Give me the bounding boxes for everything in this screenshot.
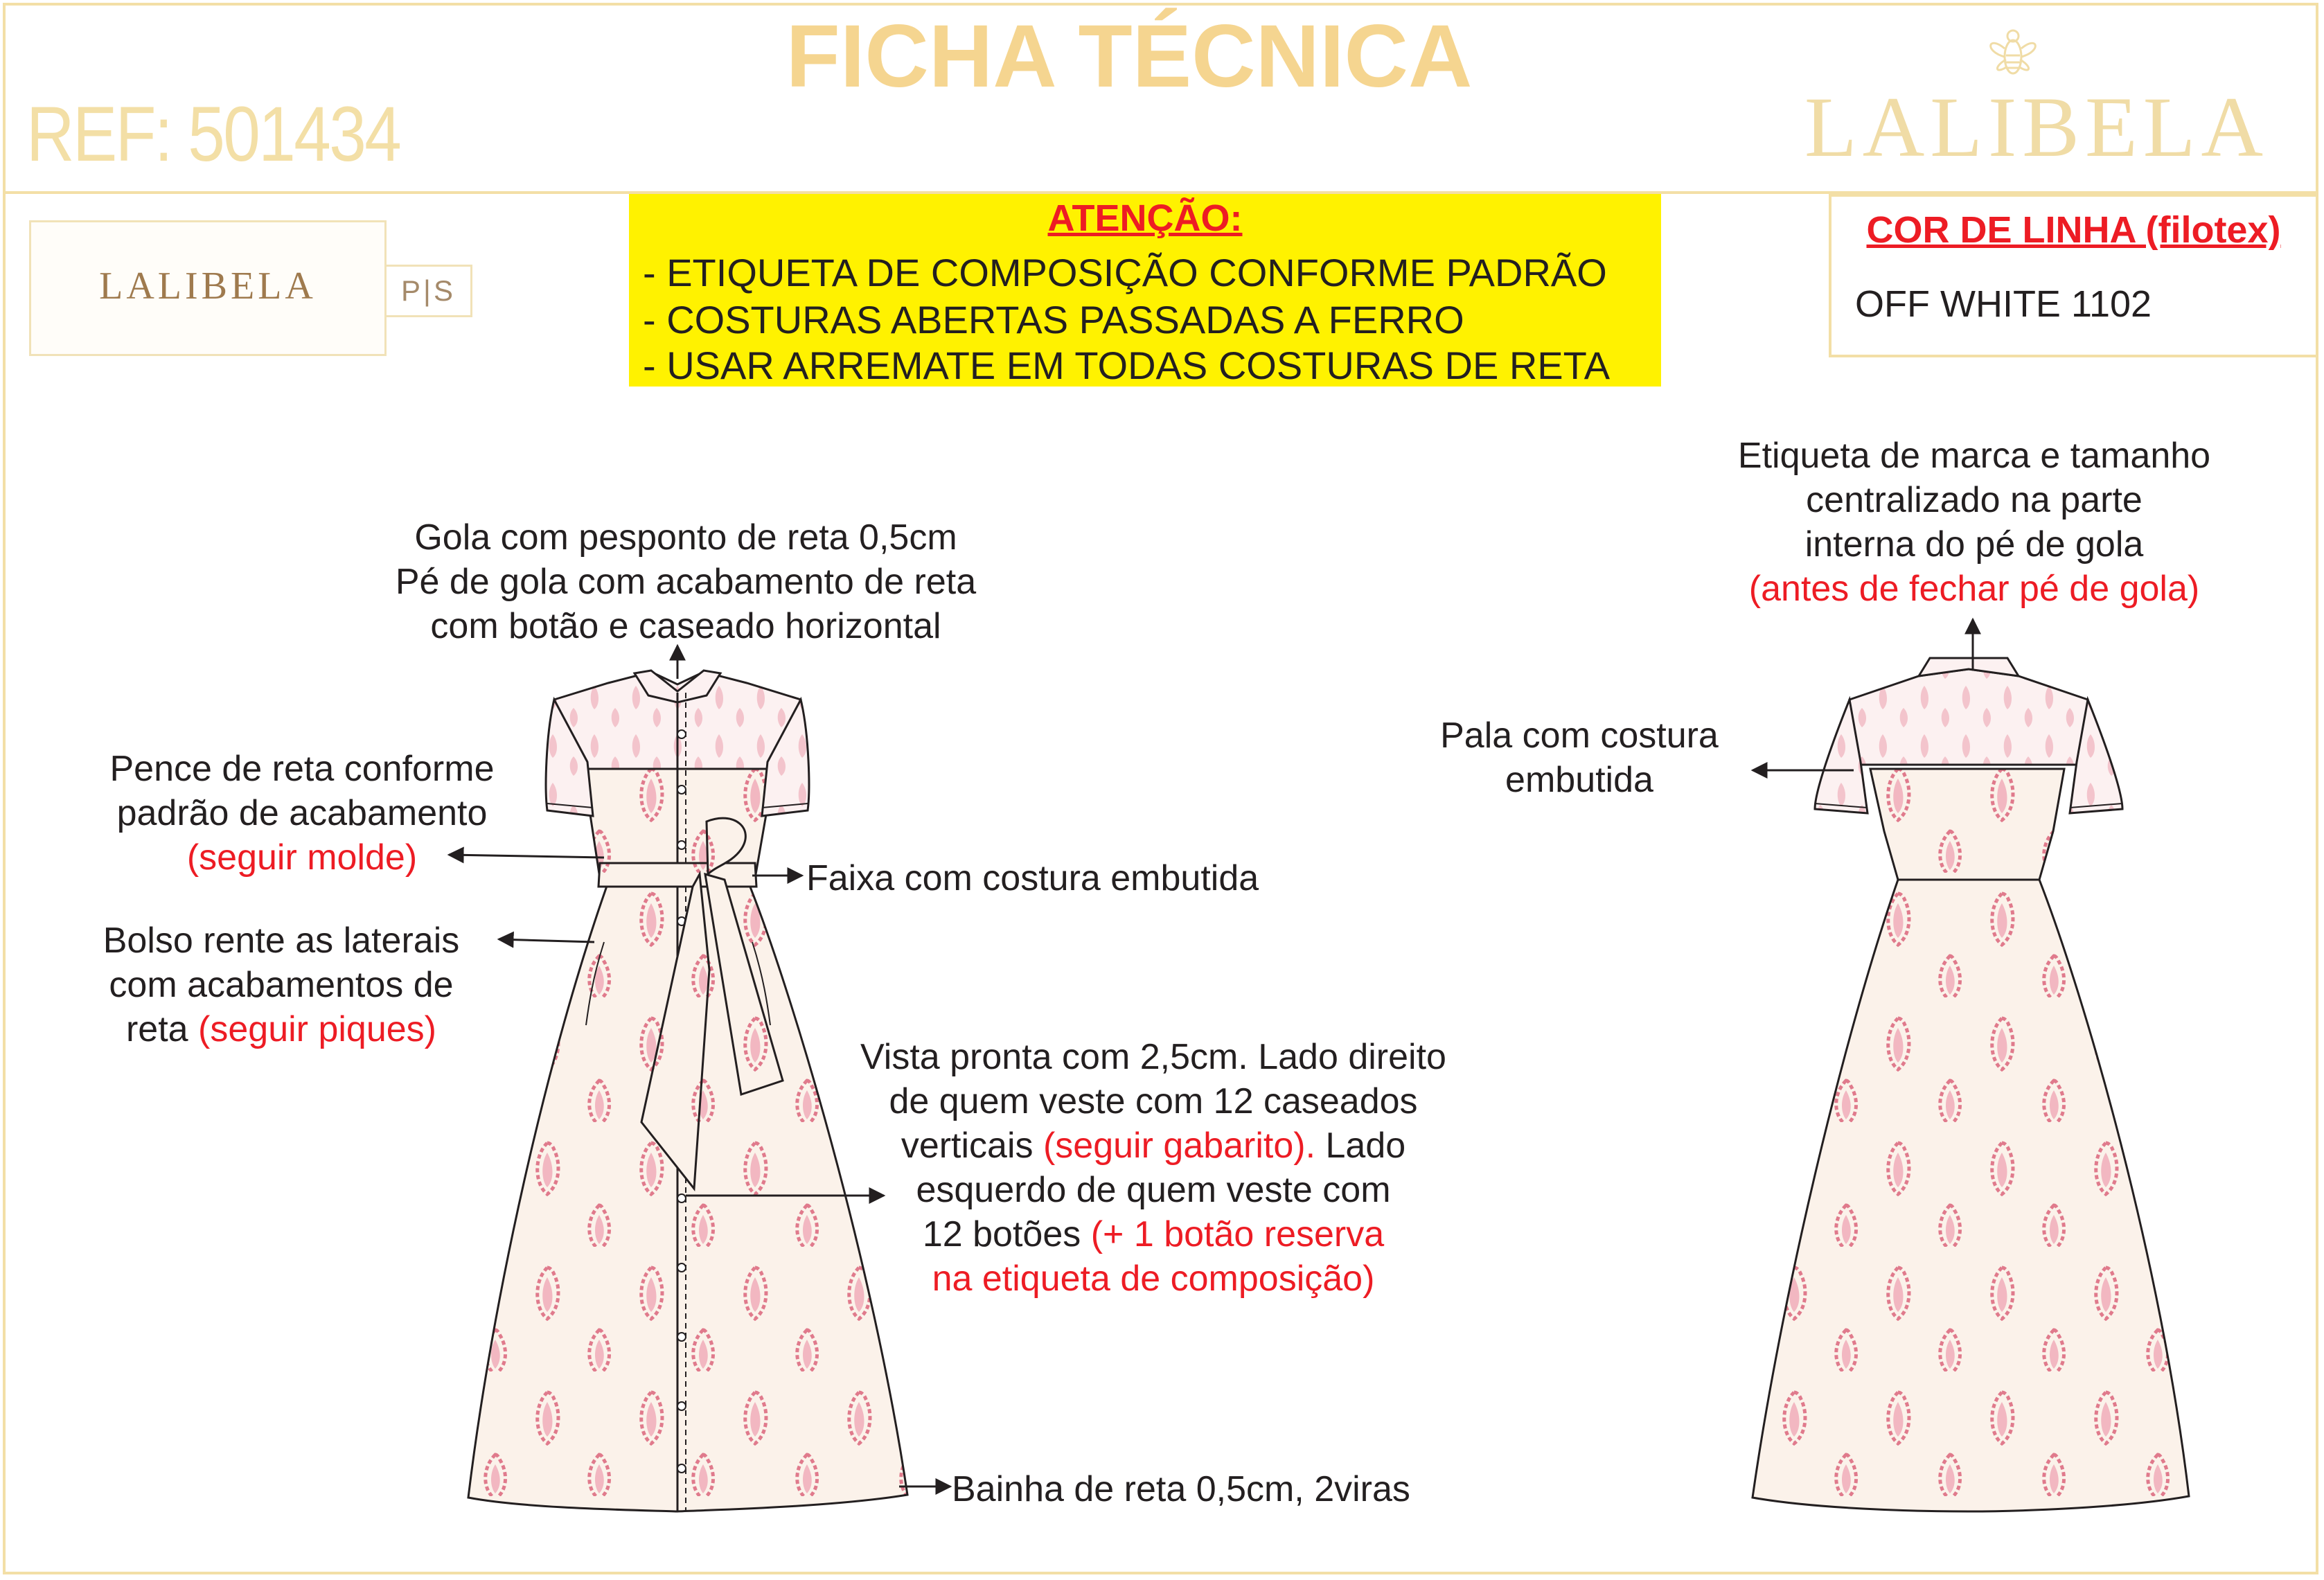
pocket-note (66, 918, 496, 1051)
attention-line-1: - ETIQUETA DE COMPOSIÇÃO CONFORME PADRÃO (643, 251, 1607, 294)
placket-l3c: Lado (1315, 1126, 1406, 1166)
pocket-note-red: (seguir piques) (198, 1009, 436, 1049)
placket-l3a: verticais (901, 1126, 1043, 1166)
placket-note-line-1: Vista pronta com 2,5cm. Lado direito (860, 1037, 1446, 1077)
placket-note-line-2: de quem veste com 12 caseados (889, 1081, 1418, 1121)
hem-note: Bainha de reta 0,5cm, 2viras (952, 1469, 1410, 1509)
pocket-note-line-1: Bolso rente as laterais (103, 921, 460, 961)
label-note-line-2: centralizado na parte (1806, 480, 2143, 520)
attention-line-3: - USAR ARREMATE EM TODAS COSTURAS DE RETA (643, 344, 1611, 387)
placket-note-line-6: na etiqueta de composição) (932, 1259, 1375, 1299)
page-title: FICHA TÉCNICA (786, 7, 1473, 106)
dart-note-line-1: Pence de reta conforme (109, 749, 495, 789)
placket-note-line-5 (831, 1212, 1475, 1257)
dart-note (66, 747, 538, 880)
attention-line-2: - COSTURAS ABERTAS PASSADAS A FERRO (643, 298, 1464, 341)
attention-title: ATENÇÃO: (1047, 197, 1243, 239)
yoke-note-line-1: Pala com costura (1440, 716, 1719, 756)
pocket-note-text: reta (125, 1009, 199, 1049)
label-brand-text: LALIBELA (99, 265, 317, 308)
placket-l3b: (seguir gabarito). (1043, 1126, 1316, 1166)
label-note-line-3: interna do pé de gola (1804, 524, 2144, 565)
pocket-note-line-3 (66, 1007, 496, 1051)
dart-note-line-2: padrão de acabamento (116, 793, 488, 833)
pocket-note-line-2: com acabamentos de (109, 965, 454, 1005)
back-dress-drawing (1753, 658, 2189, 1511)
label-note-line-1: Etiqueta de marca e tamanho (1737, 436, 2211, 476)
thread-color-title: COR DE LINHA (filotex) (1866, 209, 2281, 251)
reference-code: REF: 501434 (26, 91, 400, 177)
thread-color-value: OFF WHITE 1102 (1855, 283, 2152, 325)
label-placement-note (1656, 434, 2293, 611)
placket-note-line-3 (831, 1124, 1475, 1168)
dart-note-red: (seguir molde) (186, 837, 418, 878)
placket-l5b: (+ 1 botão reserva (1090, 1214, 1385, 1254)
placket-note-line-4: esquerdo de quem veste com (916, 1170, 1391, 1210)
collar-note-line-3: com botão e caseado horizontal (430, 606, 941, 646)
belt-note: Faixa com costura embutida (806, 858, 1259, 898)
yoke-note (1413, 713, 1746, 802)
placket-l5a: 12 botões (922, 1214, 1091, 1254)
collar-note (353, 515, 1018, 648)
size-label: P|S (387, 265, 472, 317)
placket-note (831, 1035, 1475, 1301)
yoke-note-line-2: embutida (1505, 760, 1653, 800)
label-note-red: (antes de fechar pé de gola) (1748, 569, 2200, 609)
collar-note-line-1: Gola com pesponto de reta 0,5cm (414, 517, 957, 558)
collar-note-line-2: Pé de gola com acabamento de reta (395, 562, 977, 602)
brand-logo: LALIBELA (1804, 80, 2269, 175)
